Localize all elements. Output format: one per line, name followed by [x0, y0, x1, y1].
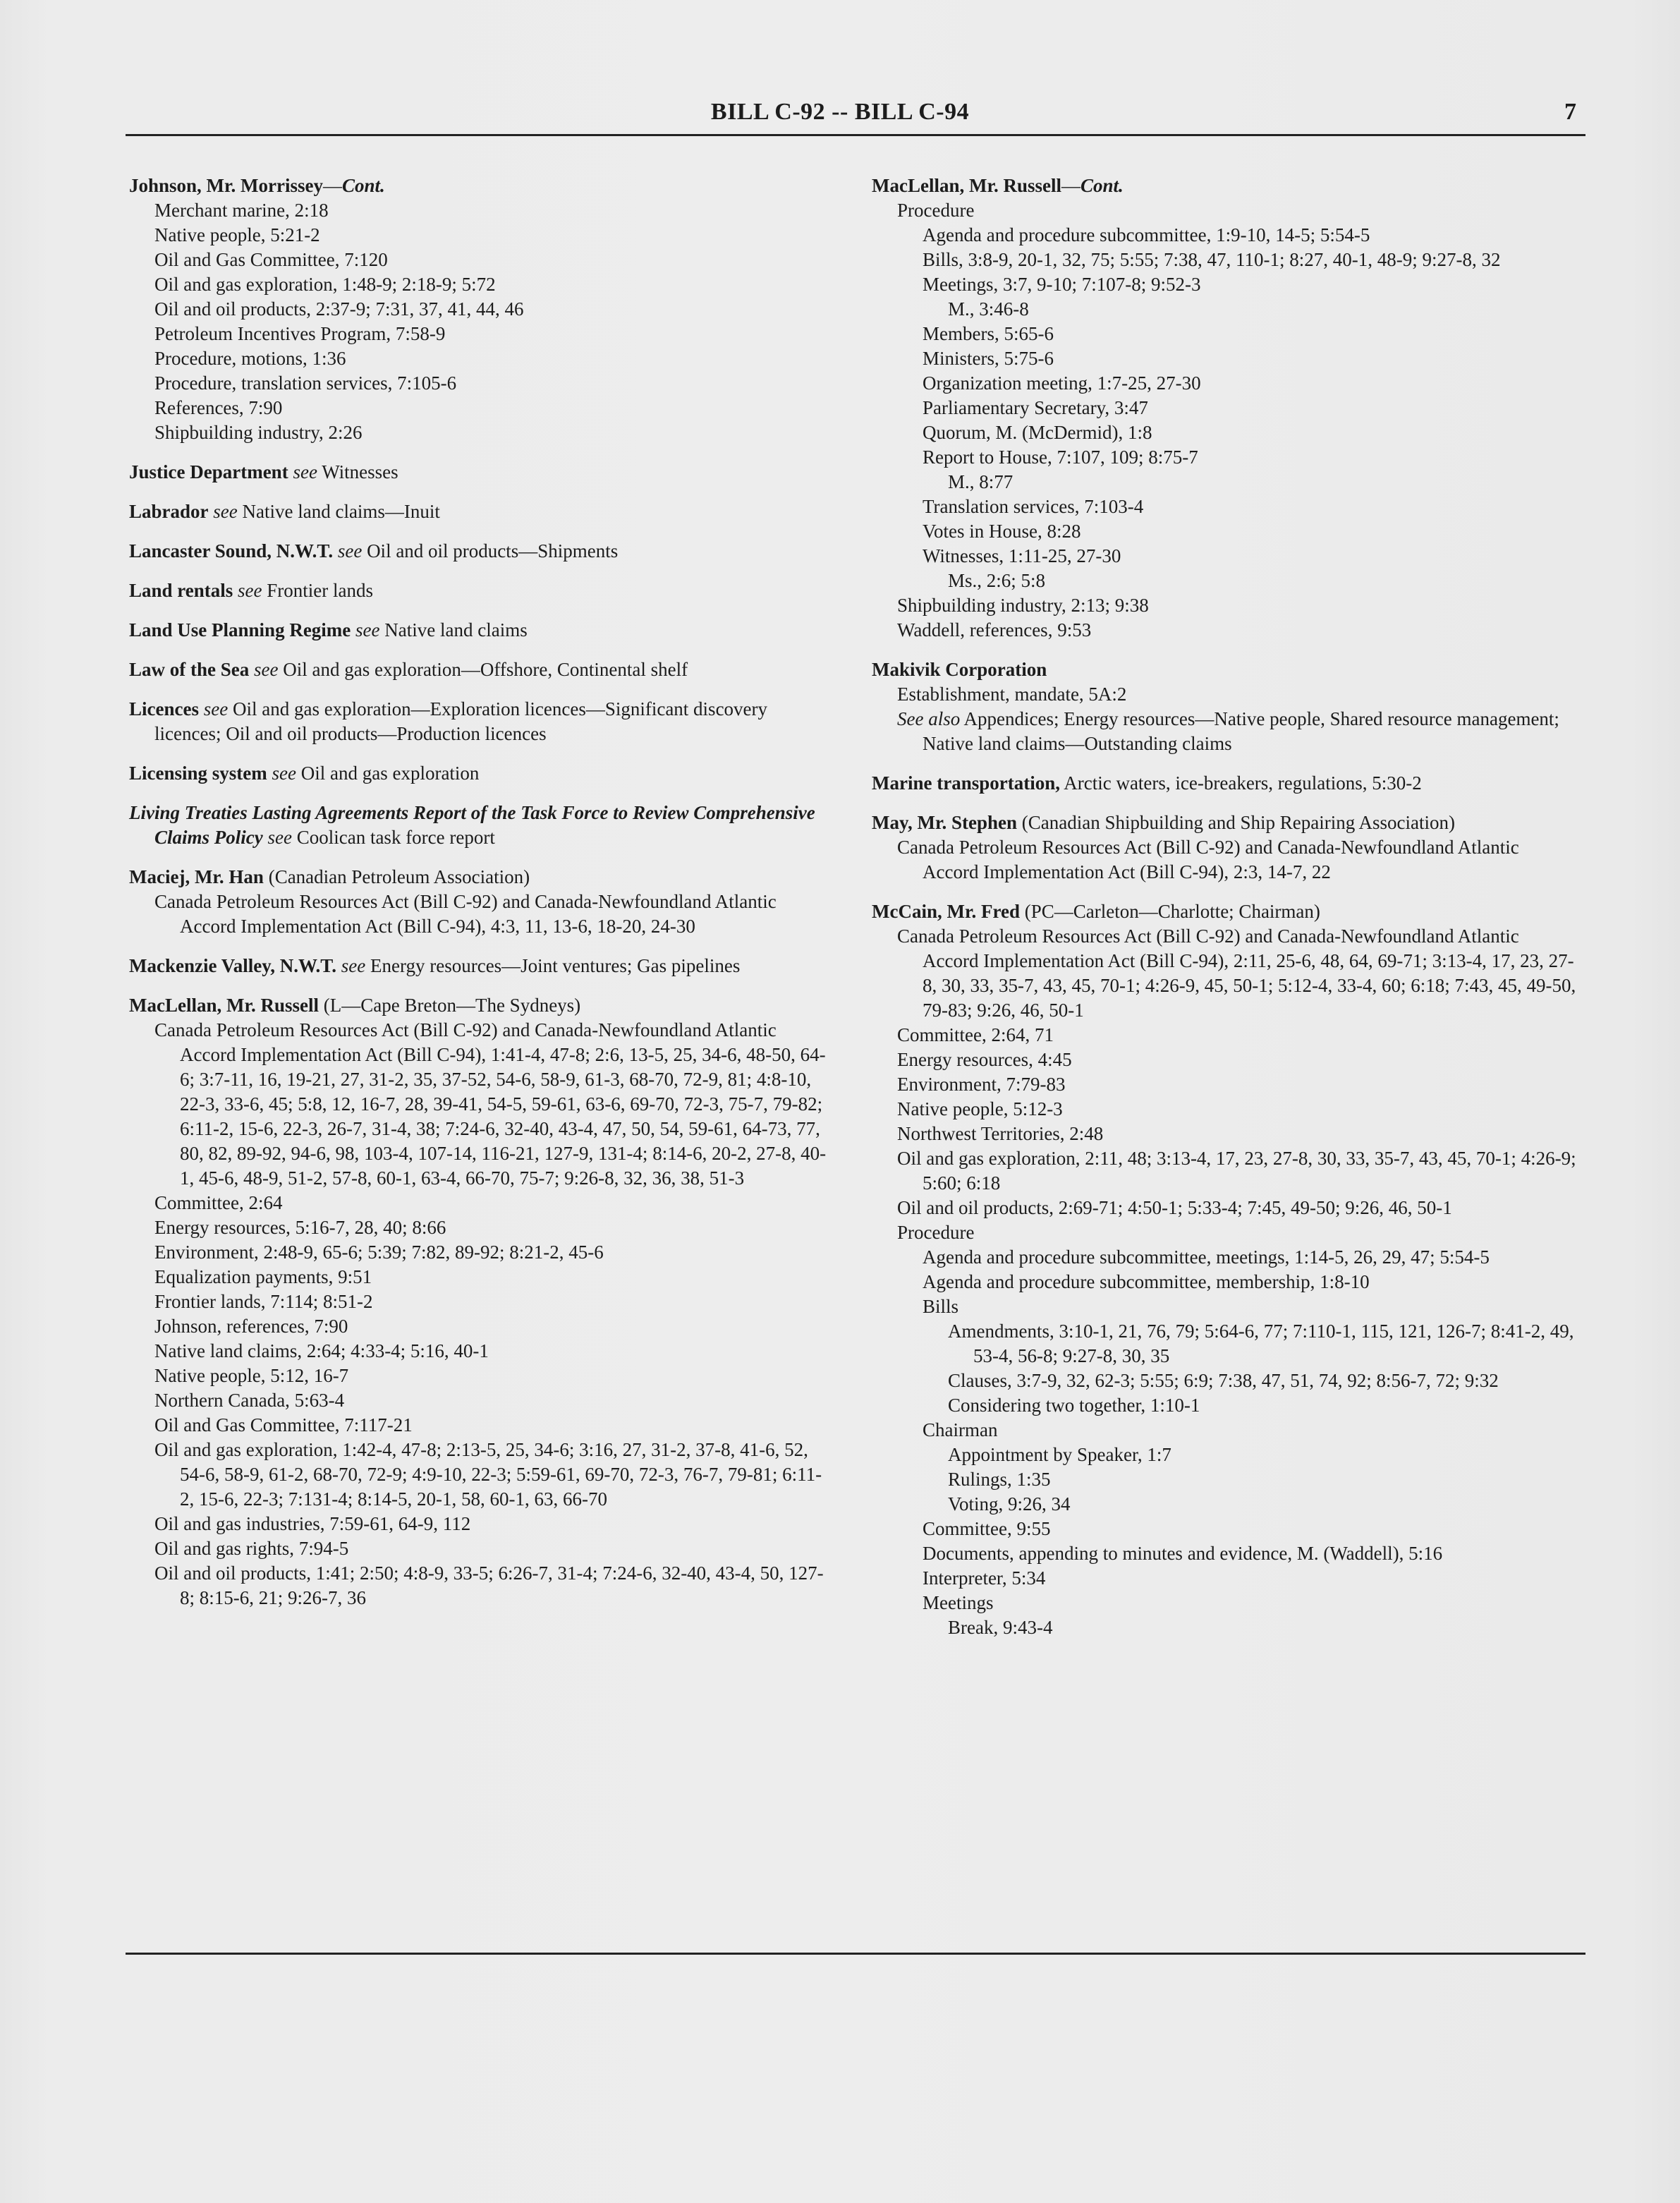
index-subentry-group [129, 890, 834, 939]
index-subentry: Oil and oil products, 1:41; 2:50; 4:8-9, 33-5; 6:26-7, 31-4; 7:24-6, 32-40, 43-4, 50, 127-8; 8:15-6, 21; 9:26-7, 36 [154, 1562, 824, 1608]
index-entry [129, 761, 834, 786]
index-text-run: see [262, 827, 292, 848]
index-column-right [872, 174, 1577, 1655]
index-subentry: Native land claims, 2:64; 4:33-4; 5:16, 40-1 [154, 1340, 489, 1361]
index-text-run: — [1061, 175, 1081, 196]
index-subentry: Procedure [897, 200, 975, 221]
index-text-run: Living Treaties Lasting Agreements Report of the Task Force to Review Comprehensive Claims Policy [129, 802, 815, 848]
index-subsubentry: Votes in House, 8:28 [923, 521, 1081, 542]
index-text-run: Makivik Corporation [872, 659, 1047, 680]
index-subentry: Procedure [897, 1222, 975, 1243]
index-subsubentry: Quorum, M. (McDermid), 1:8 [923, 422, 1152, 443]
index-subsubsubentry: Considering two together, 1:10-1 [948, 1395, 1200, 1416]
index-subentry-group [872, 835, 1577, 885]
index-heading [872, 657, 1577, 682]
index-entry [129, 618, 834, 643]
index-text-run: Lancaster Sound, N.W.T. [129, 540, 334, 562]
index-subsubentry: Members, 5:65-6 [923, 323, 1054, 344]
index-subsubentry: Ministers, 5:75-6 [923, 348, 1054, 369]
index-text-run: Appendices; Energy resources—Native people, Shared resource management; Native land claims—Outstanding claims [923, 708, 1559, 754]
index-subentry: Environment, 2:48-9, 65-6; 5:39; 7:82, 89-92; 8:21-2, 45-6 [154, 1242, 604, 1263]
index-text-run: see [267, 763, 296, 784]
index-subentry: Northern Canada, 5:63-4 [154, 1390, 345, 1411]
index-text-run: (Canadian Petroleum Association) [263, 866, 530, 887]
index-entry [872, 657, 1577, 756]
index-text-run: see [351, 619, 380, 641]
index-subsubentry: Bills [923, 1296, 959, 1317]
index-heading [129, 954, 834, 978]
footer-rule [126, 1953, 1585, 1955]
index-subsubsubentry: Rulings, 1:35 [948, 1469, 1051, 1490]
index-subentry: Procedure, motions, 1:36 [154, 348, 346, 369]
index-subsubentry-group [872, 223, 1577, 297]
index-text-run: see [198, 698, 229, 720]
index-subentry: References, 7:90 [154, 397, 283, 418]
index-text-run: see [288, 461, 317, 483]
index-subsubentry: Documents, appending to minutes and evidence, M. (Waddell), 5:16 [923, 1543, 1443, 1564]
index-subsubentry: Agenda and procedure subcommittee, 1:9-10, 14-5; 5:54-5 [923, 224, 1370, 245]
index-text-run: Licences [129, 698, 199, 720]
index-subsubentry: Report to House, 7:107, 109; 8:75-7 [923, 447, 1198, 468]
index-subsubentry: Interpreter, 5:34 [923, 1567, 1046, 1589]
index-text-run: May, Mr. Stephen [872, 812, 1018, 833]
index-subsubentry-group [872, 322, 1577, 470]
index-subentry: Oil and gas exploration, 1:42-4, 47-8; 2:13-5, 25, 34-6; 3:16, 27, 31-2, 37-8, 41-6, 52, 54-6, 58-9, 61-2, 68-70, 72-9; 4:9-10, 22-3; 5:59-61, 69-70, 72-3, 76-7, 79-81; 6:11-2, 15-6, 22-3; 7:131-4; 8:14-5, 20-1, 58, 60-1, 63, 66-70 [154, 1439, 822, 1510]
index-subentry: Canada Petroleum Resources Act (Bill C-92) and Canada-Newfoundland Atlantic Accord Implementation Act (Bill C-94), 4:3, 11, 13-6, 18-20, 24-30 [154, 891, 777, 937]
index-subentry: Merchant marine, 2:18 [154, 200, 329, 221]
index-entry [129, 657, 834, 682]
index-subentry: Oil and gas exploration, 1:48-9; 2:18-9; 5:72 [154, 274, 496, 295]
index-entry [129, 460, 834, 485]
index-subsubsubentry: Break, 9:43-4 [948, 1617, 1053, 1638]
index-subentry: Northwest Territories, 2:48 [897, 1123, 1104, 1144]
index-text-run: Native land claims [379, 619, 528, 641]
index-text-run: Frontier lands [262, 580, 374, 601]
index-subentry: Petroleum Incentives Program, 7:58-9 [154, 323, 446, 344]
index-text-run: Maciej, Mr. Han [129, 866, 264, 887]
index-heading [872, 174, 1577, 198]
index-text-run: see [233, 580, 262, 601]
index-subentry: Oil and Gas Committee, 7:117-21 [154, 1414, 413, 1436]
index-text-run: MacLellan, Mr. Russell [129, 995, 319, 1016]
index-text-run: see [208, 501, 238, 522]
index-heading [129, 801, 834, 850]
index-subsubsubentry-group [872, 569, 1577, 593]
index-subentry: Committee, 2:64 [154, 1192, 283, 1213]
index-subsubsubentry: Amendments, 3:10-1, 21, 76, 79; 5:64-6, 77; 7:110-1, 115, 121, 126-7; 8:41-2, 49, 53-4, 56-8; 9:27-8, 30, 35 [948, 1321, 1574, 1366]
index-heading [129, 697, 834, 746]
index-subentry-group [129, 1018, 834, 1610]
index-text-run: Cont. [342, 175, 385, 196]
index-heading [129, 174, 834, 198]
index-text-run: Marine transportation, [872, 772, 1060, 794]
index-heading [129, 578, 834, 603]
index-text-run: see [336, 955, 366, 976]
index-subentry: Oil and oil products, 2:37-9; 7:31, 37, 41, 44, 46 [154, 298, 524, 320]
index-subentry: Frontier lands, 7:114; 8:51-2 [154, 1291, 373, 1312]
index-text-run: (PC—Carleton—Charlotte; Chairman) [1019, 901, 1320, 922]
index-subentry: Procedure, translation services, 7:105-6 [154, 372, 457, 394]
index-subsubsubentry-group [872, 297, 1577, 322]
index-heading [129, 460, 834, 485]
index-text-run: (L—Cape Breton—The Sydneys) [319, 995, 581, 1016]
index-entry [129, 954, 834, 978]
index-heading [129, 761, 834, 786]
index-text-run: Licensing system [129, 763, 267, 784]
index-subsubentry: Chairman [923, 1419, 998, 1440]
index-text-run: see [333, 540, 363, 562]
index-subsubentry: Organization meeting, 1:7-25, 27-30 [923, 372, 1201, 394]
index-subentry: Establishment, mandate, 5A:2 [897, 684, 1127, 705]
index-text-run: (Canadian Shipbuilding and Ship Repairing Association) [1017, 812, 1455, 833]
index-entry [129, 499, 834, 524]
index-entry [129, 801, 834, 850]
index-text-run: see [249, 659, 279, 680]
index-subentry: Oil and gas industries, 7:59-61, 64-9, 112 [154, 1513, 471, 1534]
index-subsubentry: Witnesses, 1:11-25, 27-30 [923, 545, 1121, 566]
index-subsubentry: Meetings [923, 1592, 994, 1613]
index-subsubentry: Agenda and procedure subcommittee, meetings, 1:14-5, 26, 29, 47; 5:54-5 [923, 1246, 1490, 1268]
index-entry [872, 771, 1577, 796]
index-text-run: Cont. [1081, 175, 1124, 196]
index-text-run: Native land claims—Inuit [237, 501, 440, 522]
index-column-left [129, 174, 834, 1625]
index-heading [872, 771, 1577, 796]
index-text-run: See also [897, 708, 961, 729]
index-text-run: Oil and oil products—Shipments [362, 540, 619, 562]
index-entry [872, 811, 1577, 885]
index-entry [129, 697, 834, 746]
index-entry [872, 174, 1577, 643]
index-heading [129, 993, 834, 1018]
index-heading [872, 811, 1577, 835]
index-subentry: Oil and gas exploration, 2:11, 48; 3:13-4, 17, 23, 27-8, 30, 33, 35-7, 43, 45, 70-1; 4:26-9; 5:60; 6:18 [897, 1148, 1576, 1194]
index-subsubsubentry: Appointment by Speaker, 1:7 [948, 1444, 1171, 1465]
index-subsubentry: Agenda and procedure subcommittee, membership, 1:8-10 [923, 1271, 1370, 1292]
index-subsubentry: Translation services, 7:103-4 [923, 496, 1144, 517]
index-subentry-group [129, 198, 834, 445]
index-subentry: Johnson, references, 7:90 [154, 1316, 348, 1337]
index-text-run: Labrador [129, 501, 209, 522]
index-heading [872, 899, 1577, 924]
index-subsubentry: Committee, 9:55 [923, 1518, 1051, 1539]
index-subentry: Canada Petroleum Resources Act (Bill C-92) and Canada-Newfoundland Atlantic Accord Implementation Act (Bill C-94), 1:41-4, 47-8; 2:6, 13-5, 25, 34-6, 48-50, 64-6; 3:7-11, 16, 19-21, 27, 31-2, 35, 37-52, 54-6, 58-9, 61-3, 68-70, 72-9, 81; 4:8-10, 22-3, 33-6, 45; 5:8, 12, 16-7, 28, 39-41, 54-5, 59-61, 63-6, 69-70, 72-3, 75-7, 79-82; 6:11-2, 15-6, 22-3, 26-7, 31-4, 38; 7:24-6, 32-40, 43-4, 47, 50, 54, 59-61, 64-73, 77, 80, 82, 89-92, 94-6, 98, 103-4, 107-14, 116-21, 127-9, 131-4; 8:14-6, 20-2, 27-8, 40-1, 45-6, 48-9, 51-2, 57-8, 60-1, 63-4, 66-70, 75-7; 9:26-8, 32, 36, 38, 51-3 [154, 1019, 827, 1189]
index-subentry: Committee, 2:64, 71 [897, 1024, 1054, 1045]
index-subsubsubentry: Ms., 2:6; 5:8 [948, 570, 1046, 591]
index-text-run: Law of the Sea [129, 659, 250, 680]
index-text-run: Mackenzie Valley, N.W.T. [129, 955, 337, 976]
index-subentry-group [872, 593, 1577, 643]
index-subsubsubentry: Clauses, 3:7-9, 32, 62-3; 5:55; 6:9; 7:38, 47, 51, 74, 92; 8:56-7, 72; 9:32 [948, 1370, 1499, 1391]
index-text-run: Johnson, Mr. Morrissey [129, 175, 323, 196]
index-subentry: Waddell, references, 9:53 [897, 619, 1092, 641]
index-subentry: Native people, 5:12-3 [897, 1098, 1063, 1119]
index-subentry: Oil and gas rights, 7:94-5 [154, 1538, 349, 1559]
index-subentry: Oil and oil products, 2:69-71; 4:50-1; 5:33-4; 7:45, 49-50; 9:26, 46, 50-1 [897, 1197, 1452, 1218]
index-subentry: Native people, 5:12, 16-7 [154, 1365, 349, 1386]
index-subsubsubentry: Voting, 9:26, 34 [948, 1493, 1071, 1515]
page-number: 7 [1564, 99, 1576, 125]
index-subentry-group [872, 198, 1577, 223]
index-text-run: Oil and gas exploration—Exploration licences—Significant discovery licences; Oil and oil products—Production licences [154, 698, 768, 744]
running-header: BILL C-92 -- BILL C-94 [710, 99, 970, 125]
index-text-run: MacLellan, Mr. Russell [872, 175, 1061, 196]
index-entry [129, 993, 834, 1610]
index-heading [129, 618, 834, 643]
index-subsubentry: Parliamentary Secretary, 3:47 [923, 397, 1148, 418]
index-text-run: — [323, 175, 342, 196]
index-entry [872, 899, 1577, 1640]
index-text-run: Witnesses [317, 461, 398, 483]
index-subentry: Oil and Gas Committee, 7:120 [154, 249, 388, 270]
index-text-run: Oil and gas exploration [296, 763, 480, 784]
index-subentry: Energy resources, 4:45 [897, 1049, 1072, 1070]
index-heading [129, 657, 834, 682]
index-text-run: Energy resources—Joint ventures; Gas pipelines [365, 955, 741, 976]
index-subentry-group [872, 682, 1577, 707]
index-heading [129, 499, 834, 524]
index-subsubentry: Bills, 3:8-9, 20-1, 32, 75; 5:55; 7:38, 47, 110-1; 8:27, 40-1, 48-9; 9:27-8, 32 [923, 249, 1501, 270]
index-text-run: McCain, Mr. Fred [872, 901, 1020, 922]
index-entry [129, 865, 834, 939]
index-text-run: Coolican task force report [291, 827, 495, 848]
index-heading [129, 539, 834, 564]
index-subentry: Native people, 5:21-2 [154, 224, 320, 245]
index-subentry: Shipbuilding industry, 2:13; 9:38 [897, 595, 1149, 616]
index-subentry: Shipbuilding industry, 2:26 [154, 422, 363, 443]
index-heading [129, 865, 834, 890]
index-subsubsubentry-group [872, 470, 1577, 494]
index-text-run: Land Use Planning Regime [129, 619, 351, 641]
index-subentry: Energy resources, 5:16-7, 28, 40; 8:66 [154, 1217, 446, 1238]
index-entry [129, 578, 834, 603]
index-subsubsubentry: M., 3:46-8 [948, 298, 1029, 320]
see-also-reference [897, 707, 1577, 756]
index-subsubsubentry: M., 8:77 [948, 471, 1014, 492]
index-entry [129, 539, 834, 564]
index-text-run: Justice Department [129, 461, 288, 483]
index-subsubentry-group [872, 494, 1577, 569]
index-subentry: Equalization payments, 9:51 [154, 1266, 372, 1287]
index-text-run: Arctic waters, ice-breakers, regulations, 5:30-2 [1059, 772, 1422, 794]
index-subentry: Environment, 7:79-83 [897, 1074, 1066, 1095]
header-rule [126, 134, 1585, 136]
index-subsubentry: Meetings, 3:7, 9-10; 7:107-8; 9:52-3 [923, 274, 1201, 295]
index-subentry-group [872, 924, 1577, 1245]
index-text-run: Land rentals [129, 580, 233, 601]
index-text-run: Oil and gas exploration—Offshore, Continental shelf [278, 659, 688, 680]
index-subentry: Canada Petroleum Resources Act (Bill C-92) and Canada-Newfoundland Atlantic Accord Implementation Act (Bill C-94), 2:11, 25-6, 48, 64, 69-71; 3:13-4, 17, 23, 27-8, 30, 33, 35-7, 43, 45, 70-1; 4:26-9, 45, 50-1; 5:12-4, 33-4, 60; 6:18; 7:43, 45, 49-50, 79-83; 9:26, 46, 50-1 [897, 925, 1576, 1021]
index-subentry: Canada Petroleum Resources Act (Bill C-92) and Canada-Newfoundland Atlantic Accord Implementation Act (Bill C-94), 2:3, 14-7, 22 [897, 837, 1519, 882]
index-entry [129, 174, 834, 445]
